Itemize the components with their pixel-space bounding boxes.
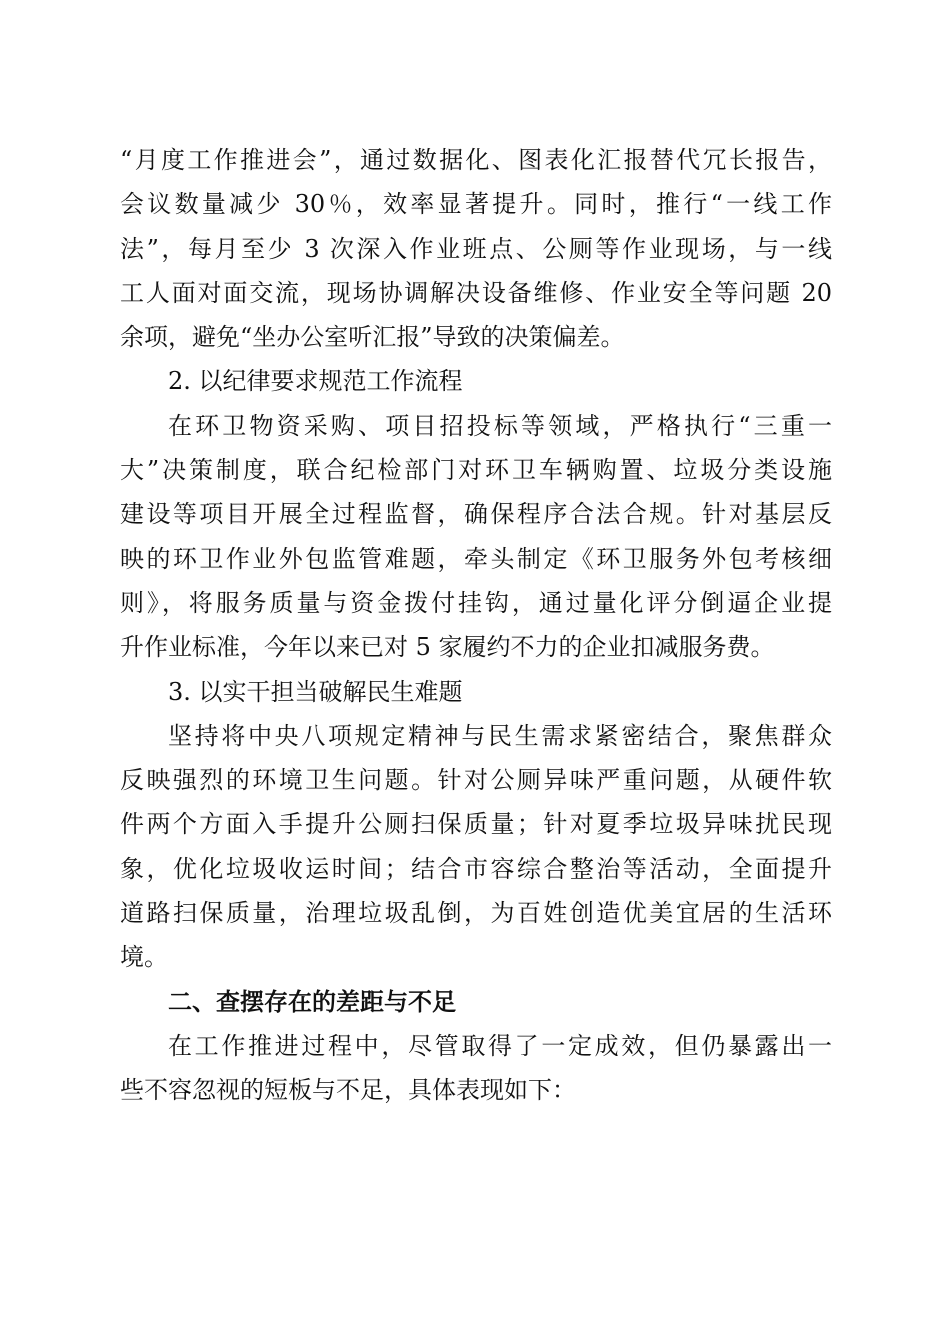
paragraph-line: 工人面对面交流，现场协调解决设备维修、作业安全等问题 20 [120,278,832,307]
paragraph-line: 建设等项目开展全过程监督，确保程序合法合规。针对基层反 [120,500,832,529]
paragraph-line: 反映强烈的环境卫生问题。针对公厕异味严重问题，从硬件软 [120,766,832,795]
paragraph-line: 些不容忽视的短板与不足，具体表现如下： [120,1076,576,1105]
paragraph-line: 升作业标准，今年以来已对 5 家履约不力的企业扣减服务费。 [120,633,775,662]
paragraph-line: 大”决策制度，联合纪检部门对环卫车辆购置、垃圾分类设施 [120,456,832,485]
paragraph-line: 境。 [120,943,168,972]
paragraph-line: 映的环卫作业外包监管难题，牵头制定《环卫服务外包考核细 [120,544,832,573]
paragraph-line: 在工作推进过程中，尽管取得了一定成效，但仍暴露出一 [168,1031,832,1060]
section-heading: 二、查摆存在的差距与不足 [168,987,456,1016]
paragraph-line: 则》，将服务质量与资金拨付挂钩，通过量化评分倒逼企业提 [120,588,832,617]
paragraph-line: 余项，避免“坐办公室听汇报”导致的决策偏差。 [120,323,625,352]
subsection-heading: 2. 以纪律要求规范工作流程 [168,367,463,396]
paragraph-line: 件两个方面入手提升公厕扫保质量；针对夏季垃圾异味扰民现 [120,810,832,839]
paragraph-line: 道路扫保质量，治理垃圾乱倒，为百姓创造优美宜居的生活环 [120,899,832,928]
subsection-heading: 3. 以实干担当破解民生难题 [168,677,463,706]
paragraph-line: 法”，每月至少 3 次深入作业班点、公厕等作业现场，与一线 [120,234,832,263]
paragraph-line: 坚持将中央八项规定精神与民生需求紧密结合，聚焦群众 [168,721,832,750]
paragraph-line: “月度工作推进会”，通过数据化、图表化汇报替代冗长报告， [120,146,832,174]
document-body [120,138,832,1113]
paragraph-line: 在环卫物资采购、项目招投标等领域，严格执行“三重一 [168,411,832,440]
paragraph-line: 会议数量减少 30％，效率显著提升。同时，推行“一线工作 [120,190,832,219]
paragraph-line: 象，优化垃圾收运时间；结合市容综合整治等活动，全面提升 [120,854,832,883]
